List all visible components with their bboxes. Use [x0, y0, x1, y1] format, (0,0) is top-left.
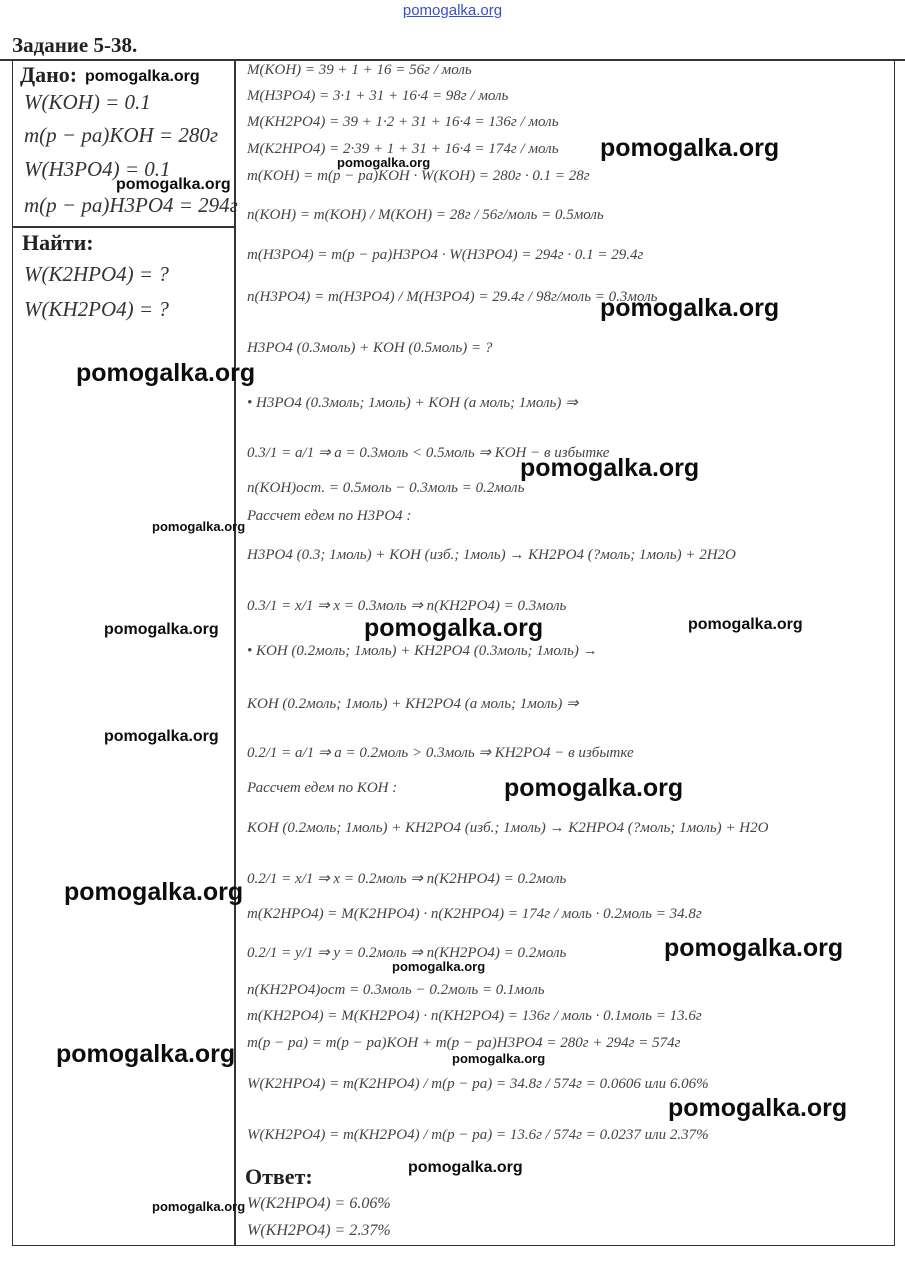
solution-line: 0.2/1 = a/1 ⇒ a = 0.2моль > 0.3моль ⇒ KH2PO4 − в избытке [247, 745, 634, 761]
find-line: W(KH2PO4) = ? [24, 297, 169, 321]
solution-line: m(K2HPO4) = M(K2HPO4) · n(K2HPO4) = 174г / моль · 0.2моль = 34.8г [247, 906, 702, 922]
solution-line: 0.3/1 = x/1 ⇒ x = 0.3моль ⇒ n(KH2PO4) = 0.3моль [247, 598, 567, 614]
watermark: pomogalka.org [364, 614, 544, 642]
watermark: pomogalka.org [337, 155, 431, 170]
watermark: pomogalka.org [520, 454, 700, 482]
watermark: pomogalka.org [452, 1051, 546, 1066]
find-header: Найти: [22, 230, 94, 255]
watermark: pomogalka.org [64, 878, 244, 906]
solution-line: n(H3PO4) = m(H3PO4) / M(H3PO4) = 29.4г / 98г/моль = 0.3моль [247, 289, 658, 305]
watermark: pomogalka.org [688, 616, 803, 633]
solution-line: M(KOH) = 39 + 1 + 16 = 56г / моль [247, 62, 472, 78]
solution-line: KOH (0.2моль; 1моль) + KH2PO4 (изб.; 1моль) → K2HPO4 (?моль; 1моль) + H2O [247, 820, 769, 836]
watermark: pomogalka.org [56, 1040, 236, 1068]
solution-line: • KOH (0.2моль; 1моль) + KH2PO4 (0.3моль; 1моль) → [247, 643, 598, 659]
watermark: pomogalka.org [504, 774, 684, 802]
solution-line: m(H3PO4) = m(p − pa)H3PO4 · W(H3PO4) = 294г · 0.1 = 29.4г [247, 247, 644, 263]
solution-line: m(p − pa) = m(p − pa)KOH + m(p − pa)H3PO4 = 280г + 294г = 574г [247, 1035, 681, 1051]
answer-header: Ответ: [245, 1164, 313, 1189]
solution-line: H3PO4 (0.3моль) + KOH (0.5моль) = ? [247, 340, 493, 356]
solution-line: Рассчет едем по KOH : [247, 780, 398, 796]
watermark: pomogalka.org [116, 176, 231, 193]
watermark: pomogalka.org [408, 1159, 523, 1176]
watermark: pomogalka.org [76, 359, 256, 387]
solution-line: H3PO4 (0.3; 1моль) + KOH (изб.; 1моль) → KH2PO4 (?моль; 1моль) + 2H2O [247, 547, 736, 563]
given-header: Дано: [20, 62, 78, 87]
watermark: pomogalka.org [600, 294, 780, 322]
solution-line: n(KOH)ост. = 0.5моль − 0.3моль = 0.2моль [247, 480, 525, 496]
solution-line: 0.2/1 = y/1 ⇒ y = 0.2моль ⇒ n(KH2PO4) = 0.2моль [247, 945, 567, 961]
watermark: pomogalka.org [85, 68, 200, 85]
watermark: pomogalka.org [104, 621, 219, 638]
given-line: m(p − pa)H3PO4 = 294г [24, 193, 238, 217]
solution-line: n(KOH) = m(KOH) / M(KOH) = 28г / 56г/моль = 0.5моль [247, 207, 604, 223]
solution-line: 0.2/1 = x/1 ⇒ x = 0.2моль ⇒ n(K2HPO4) = 0.2моль [247, 871, 567, 887]
solution-line: KOH (0.2моль; 1моль) + KH2PO4 (а моль; 1моль) ⇒ [247, 696, 579, 712]
task-title: Задание 5-38. [12, 33, 138, 57]
solution-line: m(KH2PO4) = M(KH2PO4) · n(KH2PO4) = 136г / моль · 0.1моль = 13.6г [247, 1008, 702, 1024]
given-line: W(KOH) = 0.1 [24, 90, 151, 114]
given-line: m(p − pa)KOH = 280г [24, 123, 219, 147]
given-line: W(H3PO4) = 0.1 [24, 157, 171, 181]
solution-line: 0.3/1 = a/1 ⇒ a = 0.3моль < 0.5моль ⇒ KOH − в избытке [247, 445, 610, 461]
find-line: W(K2HPO4) = ? [24, 262, 169, 286]
site-link[interactable]: pomogalka.org [402, 2, 503, 19]
watermark: pomogalka.org [392, 959, 486, 974]
solution-line: m(KOH) = m(p − pa)KOH · W(KOH) = 280г · 0.1 = 28г [247, 168, 590, 184]
watermark: pomogalka.org [104, 728, 219, 745]
solution-line: M(K2HPO4) = 2·39 + 1 + 31 + 16·4 = 174г / моль [247, 141, 559, 157]
answer-line: W(K2HPO4) = 6.06% [247, 1195, 391, 1212]
solution-line: M(KH2PO4) = 39 + 1·2 + 31 + 16·4 = 136г / моль [247, 114, 559, 130]
watermark: pomogalka.org [600, 134, 780, 162]
solution-line: n(KH2PO4)ост = 0.3моль − 0.2моль = 0.1моль [247, 982, 545, 998]
solution-line: W(KH2PO4) = m(KH2PO4) / m(p − pa) = 13.6г / 574г = 0.0237 или 2.37% [247, 1127, 709, 1143]
solution-line: Рассчет едем по H3PO4 : [247, 508, 412, 524]
solution-line: M(H3PO4) = 3·1 + 31 + 16·4 = 98г / моль [247, 88, 509, 104]
given-divider [12, 226, 235, 228]
watermark: pomogalka.org [152, 519, 246, 534]
watermark: pomogalka.org [664, 934, 844, 962]
answer-line: W(KH2PO4) = 2.37% [247, 1222, 391, 1239]
watermark: pomogalka.org [668, 1094, 848, 1122]
solution-line: • H3PO4 (0.3моль; 1моль) + KOH (а моль; 1моль) ⇒ [247, 395, 578, 411]
solution-line: W(K2HPO4) = m(K2HPO4) / m(p − pa) = 34.8г / 574г = 0.0606 или 6.06% [247, 1076, 709, 1092]
watermark: pomogalka.org [152, 1199, 246, 1214]
